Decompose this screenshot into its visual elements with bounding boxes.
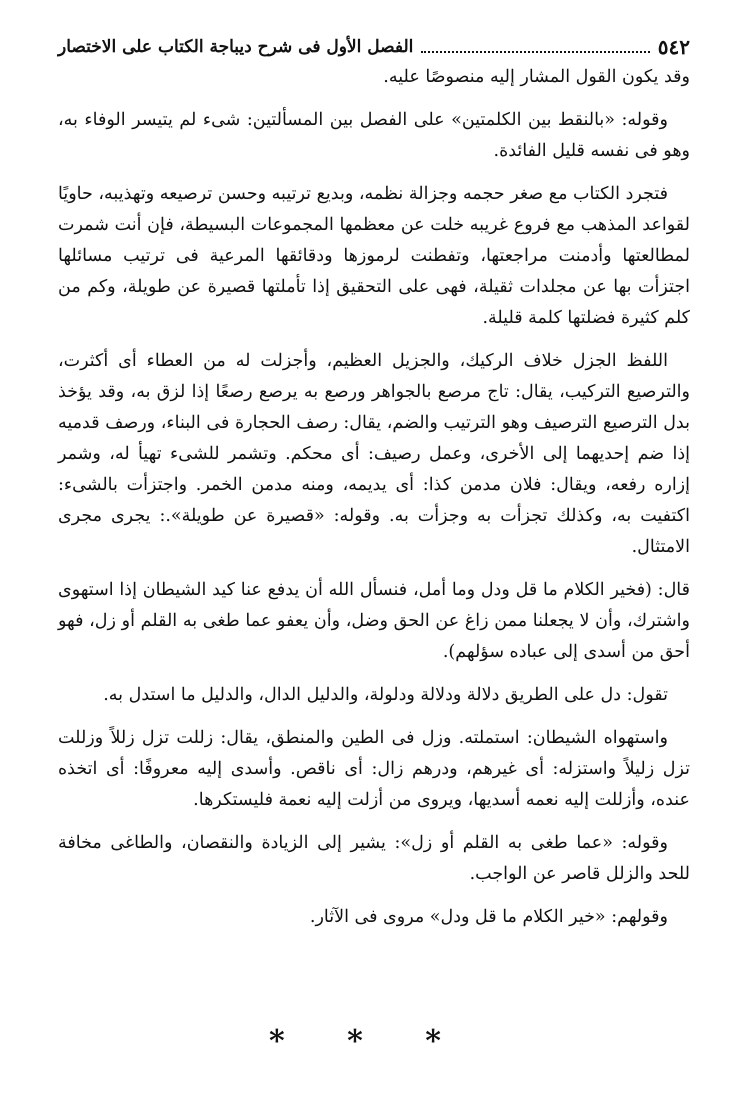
paragraph: اللفظ الجزل خلاف الركيك، والجزيل العظيم، وأجزلت له من العطاء أى أكثرت، والترصيع التركيب، يقال: تاج مرصع بالجواهر ورصع به يرصع رصعًا إذا لزق به، وقد يؤخذ بدل الترصيع الترصيف وهو الترتيب والضم، يقال: رصف الحجارة فى البناء، ورصف قدميه إذا ضم إحديهما إلى الأخرى، وعمل رصيف: أى محكم. وتشمر للشىء تهيأ له، وشمر إزاره رفعه، ويقال: فلان مدمن كذا: أى يديمه، ومنه مدمن الخمر. واجتزأت بالشىء: اكتفيت به، وكذلك تجزأت به وجزأت به. وقوله: «قصيرة عن طويلة».: يجرى مجرى الامتثال. <box>58 351 690 557</box>
paragraph: وقولهم: «خير الكلام ما قل ودل» مروى فى الآثار. <box>309 907 668 927</box>
paragraph: وقوله: «عما طغى به القلم أو زل»: يشير إلى الزيادة والنقصان، والطاغى مخافة للحد والزلل قاصر عن الواجب. <box>58 833 690 884</box>
paragraph: تقول: دل على الطريق دلالة ودلالة ودلولة، والدليل الدال، والدليل ما استدل به. <box>103 685 668 705</box>
paragraph: فتجرد الكتاب مع صغر حجمه وجزالة نظمه، وبديع ترتيبه وحسن ترصيعه وتهذيبه، حاويًا لقواعد المذهب مع فروع غريبه خلت عن معظمها المجموعات البسيطة، فإن أنت شمرت لمطالعتها وأدمنت مراجعتها، وتفطنت لرموزها ودقائقها المرعية فى ترتيب مسائلها اجتزأت بها عن مجلدات ثقيلة، فهى على التحقيق إذا تأملتها قصيرة عن طويلة، وكم من كلم كثيرة فضلتها كلمة قليلة. <box>58 184 690 328</box>
paragraph: وقوله: «بالنقط بين الكلمتين» على الفصل بين المسألتين: شىء لم يتيسر الوفاء به، وهو فى نفسه قليل الفائدة. <box>58 110 690 161</box>
section-separator: * * * <box>269 1024 467 1059</box>
chapter-title: الفصل الأول فى شرح ديباجة الكتاب على الاختصار <box>58 37 414 57</box>
paragraph: واستهواه الشيطان: استملته. وزل فى الطين والمنطق، يقال: زللت تزل زللاً وزللت تزل زليلاً واستزله: أى غيرهم، ودرهم زال: أى ناقص. وأسدى إليه معروفًا: أى اتخذه عنده، وأزللت إليه نعمه أسديها، ويروى من أزلت إليه نعمة فليستكرها. <box>58 728 690 810</box>
running-header <box>58 34 690 60</box>
page-number: ٥٤٢ <box>657 35 690 59</box>
page-body <box>58 62 690 945</box>
header-dotted-leader <box>421 41 649 53</box>
paragraph: وقد يكون القول المشار إليه منصوصًا عليه. <box>383 67 690 87</box>
paragraph: قال: (فخير الكلام ما قل ودل وما أمل، فنسأل الله أن يدفع عنا كيد الشيطان إذا استهوى واشترك، وأن لا يجعلنا ممن زاغ عن الحق وضل، وأن يعفو عما طغى به القلم أو زل، فهو أحق من أسدى إلى عباده سؤلهم). <box>58 580 690 662</box>
